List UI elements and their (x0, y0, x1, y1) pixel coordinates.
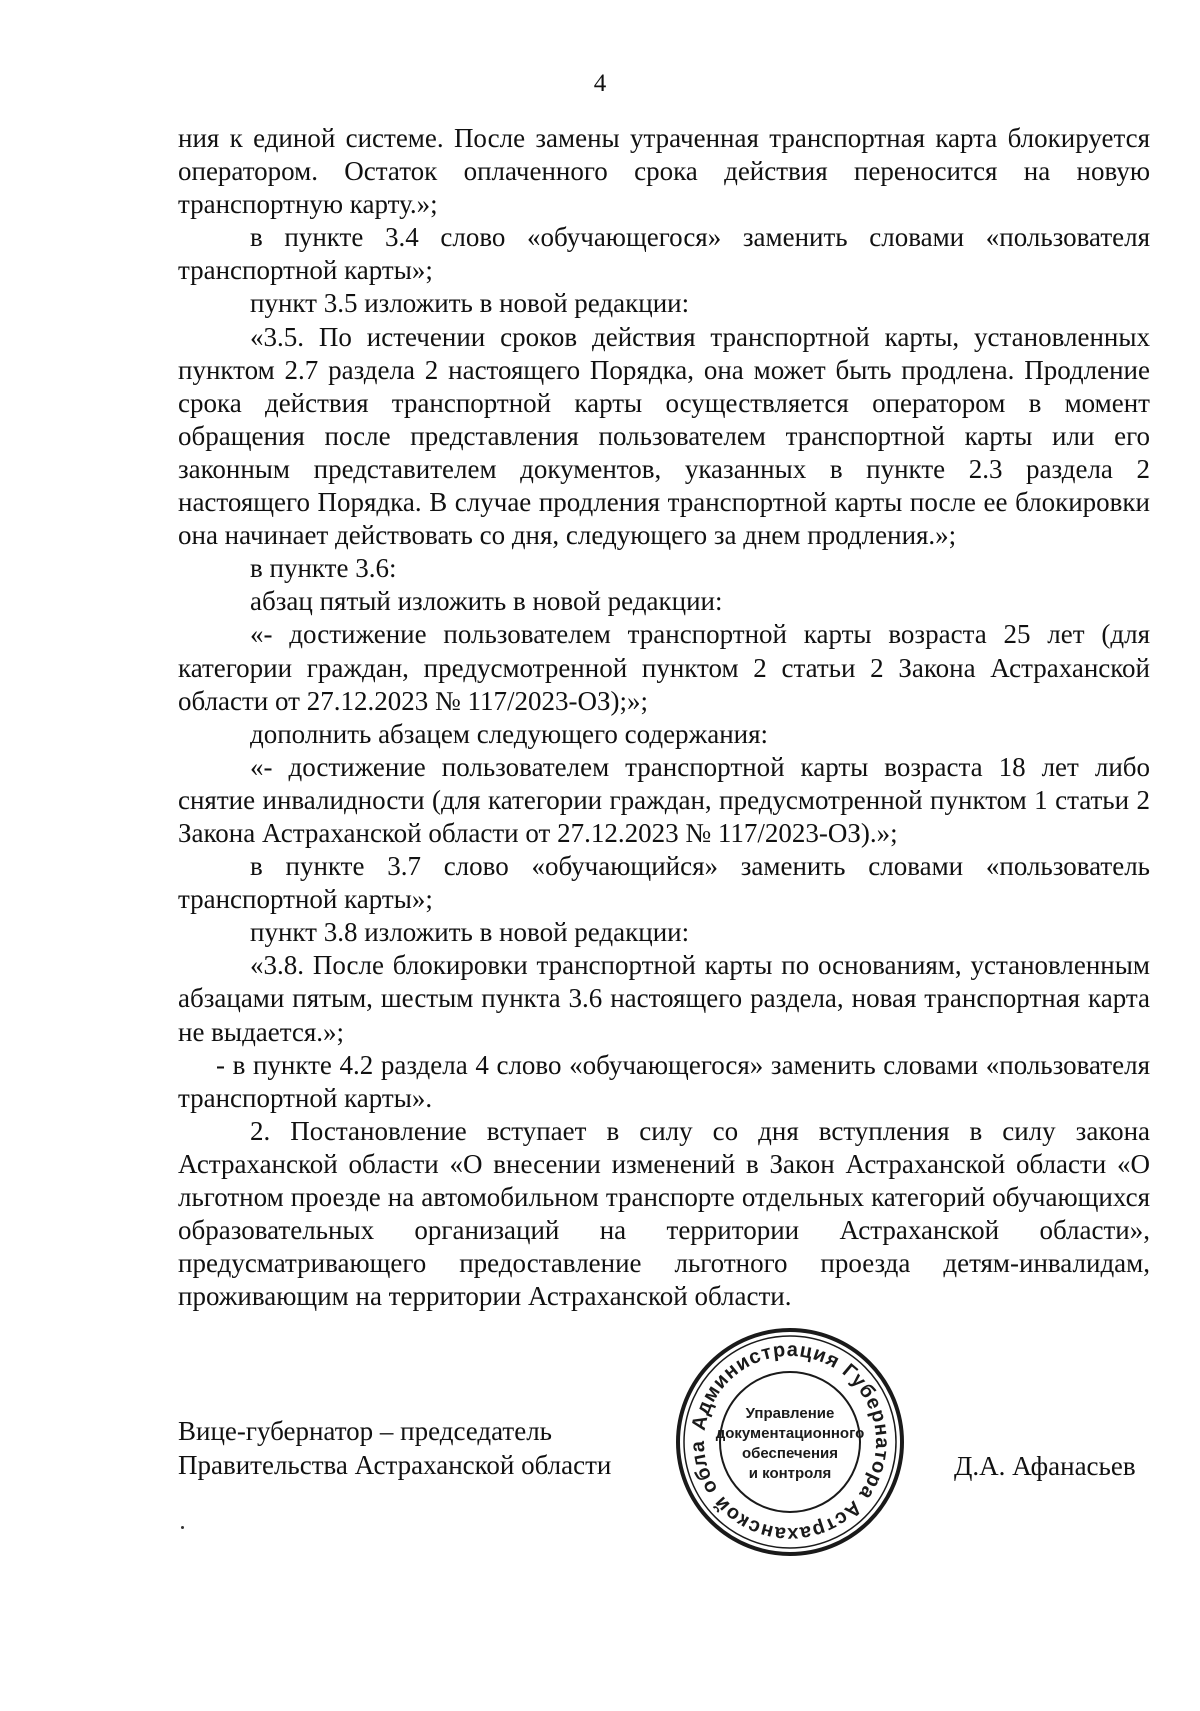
paragraph: пункт 3.8 изложить в новой редакции: (250, 917, 690, 948)
signature-position-line: Вице-губернатор – председатель (178, 1416, 552, 1446)
official-stamp (670, 1322, 910, 1562)
paragraph: в пункте 3.7 слово «обучающийся» заменить словами «пользователь транспортной карты»; (178, 851, 1150, 915)
stamp-graphic (670, 1322, 910, 1562)
stamp-inner-line: Управление (745, 1405, 835, 1422)
paragraph: в пункте 3.4 слово «обучающегося» заменить словами «пользователя транспортной карты»; (178, 222, 1150, 286)
signature-position-line: Правительства Астраханской области (178, 1450, 612, 1480)
paragraph: «- достижение пользователем транспортной карты возраста 18 лет либо снятие инвалидности (для категории граждан, предусмотренной пунктом 1 статьи 2 Закона Астраханской области от 27.12.2023 № 117/2023-ОЗ).»; (178, 751, 1150, 848)
document-body (178, 122, 1150, 1313)
paragraph: 2. Постановление вступает в силу со дня вступления в силу закона Астраханской области «О внесении изменений в Закон Астраханской области «О льготном проезде на автомобильном транспорте отдельных категорий обучающихся образовательных организаций на территории Астраханской области», предусматривающего предоставление льготного проезда детям-инвалидам, проживающим на территории Астраханской области. (178, 1115, 1150, 1312)
scan-speck (181, 1526, 184, 1529)
stamp-inner-line: обеспечения (741, 1445, 839, 1462)
paragraph: «3.5. По истечении сроков действия транспортной карты, установленных пунктом 2.7 раздела 2 настоящего Порядка, она может быть продлена. Продление срока действия транспортной карты осуществляется оператором в момент обращения после представления пользователем транспортной карты или его законным представителем документов, указанных в пункте 2.3 раздела 2 настоящего Порядка. В случае продления транспортной карты после ее блокировки она начинает действовать со дня, следующего за днем продления.»; (178, 321, 1150, 551)
stamp-inner-line: документационного (715, 1425, 865, 1442)
stamp-outer-text: Администрация Губернатора Астраханской обла (686, 1338, 894, 1546)
paragraph: дополнить абзацем следующего содержания: (250, 718, 769, 749)
paragraph: «- достижение пользователем транспортной карты возраста 25 лет (для категории граждан, предусмотренной пунктом 2 статьи 2 Закона Астраханской области от 27.12.2023 № 117/2023-ОЗ);»; (178, 619, 1150, 716)
stamp-inner-line: и контроля (748, 1465, 832, 1482)
paragraph: абзац пятый изложить в новой редакции: (250, 586, 723, 617)
paragraph: ния к единой системе. После замены утраченная транспортная карта блокируется оператором. Остаток оплаченного срока действия переносится на новую транспортную карту.»; (178, 123, 1150, 220)
paragraph: в пункте 3.6: (250, 553, 397, 584)
paragraph: - в пункте 4.2 раздела 4 слово «обучающегося» заменить словами «пользователя транспортной карты». (178, 1049, 1150, 1113)
page-number: 4 (593, 70, 607, 97)
paragraph: «3.8. После блокировки транспортной карты по основаниям, установленным абзацами пятым, шестым пункта 3.6 настоящего раздела, новая транспортная карта не выдается.»; (178, 950, 1150, 1047)
signer-name: Д.А. Афанасьев (954, 1451, 1136, 1481)
signature-position (178, 1414, 611, 1482)
paragraph: пункт 3.5 изложить в новой редакции: (250, 288, 690, 319)
